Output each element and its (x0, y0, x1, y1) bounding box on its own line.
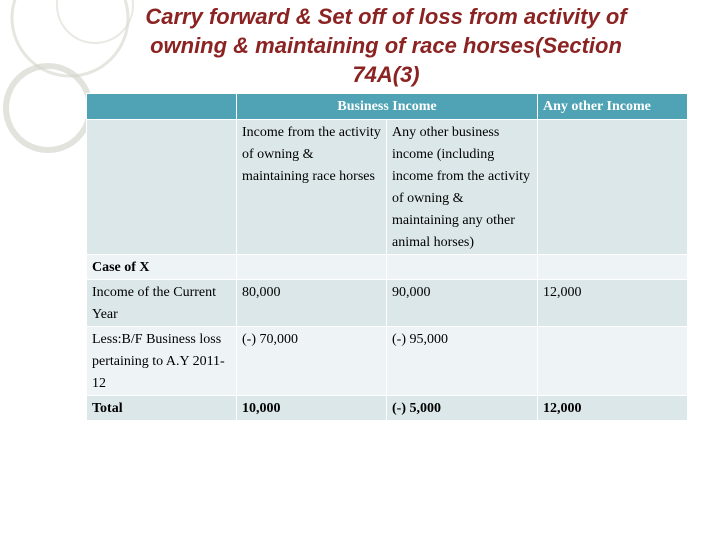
subheader-race-horses: Income from the activity of owning & maintaining race horses (237, 120, 387, 255)
case-label: Case of X (87, 255, 237, 280)
table-cell: 12,000 (538, 396, 688, 421)
table-cell: 90,000 (387, 280, 538, 327)
header-business-income: Business Income (237, 94, 538, 120)
row-label: Less:B/F Business loss pertaining to A.Y 2011-12 (87, 327, 237, 396)
row-label: Income of the Current Year (87, 280, 237, 327)
table-cell (237, 255, 387, 280)
table-cell: 80,000 (237, 280, 387, 327)
subheader-blank-cell (87, 120, 237, 255)
header-any-other-income: Any other Income (538, 94, 688, 120)
table-header-row (87, 94, 688, 120)
subheader-other-business: Any other business income (including income from the activity of owning & maintaining any other animal horses) (387, 120, 538, 255)
title-line-2: owning & maintaining of race horses(Section (150, 33, 622, 58)
table-subheader-row (87, 120, 688, 255)
table-cell (538, 327, 688, 396)
table-row-bf-loss (87, 327, 688, 396)
slide-title (96, 2, 676, 89)
table-row-total (87, 396, 688, 421)
header-blank-cell (87, 94, 237, 120)
table-cell: 10,000 (237, 396, 387, 421)
case-row (87, 255, 688, 280)
row-label: Total (87, 396, 237, 421)
table-cell: (-) 70,000 (237, 327, 387, 396)
table-cell (387, 255, 538, 280)
table-cell: (-) 5,000 (387, 396, 538, 421)
table-cell: 12,000 (538, 280, 688, 327)
title-line-1: Carry forward & Set off of loss from activity of (145, 4, 627, 29)
loss-setoff-table (86, 93, 688, 421)
subheader-blank-cell-right (538, 120, 688, 255)
table-row-income-current-year (87, 280, 688, 327)
title-line-3: 74A(3) (352, 62, 420, 87)
table-cell: (-) 95,000 (387, 327, 538, 396)
table-cell (538, 255, 688, 280)
